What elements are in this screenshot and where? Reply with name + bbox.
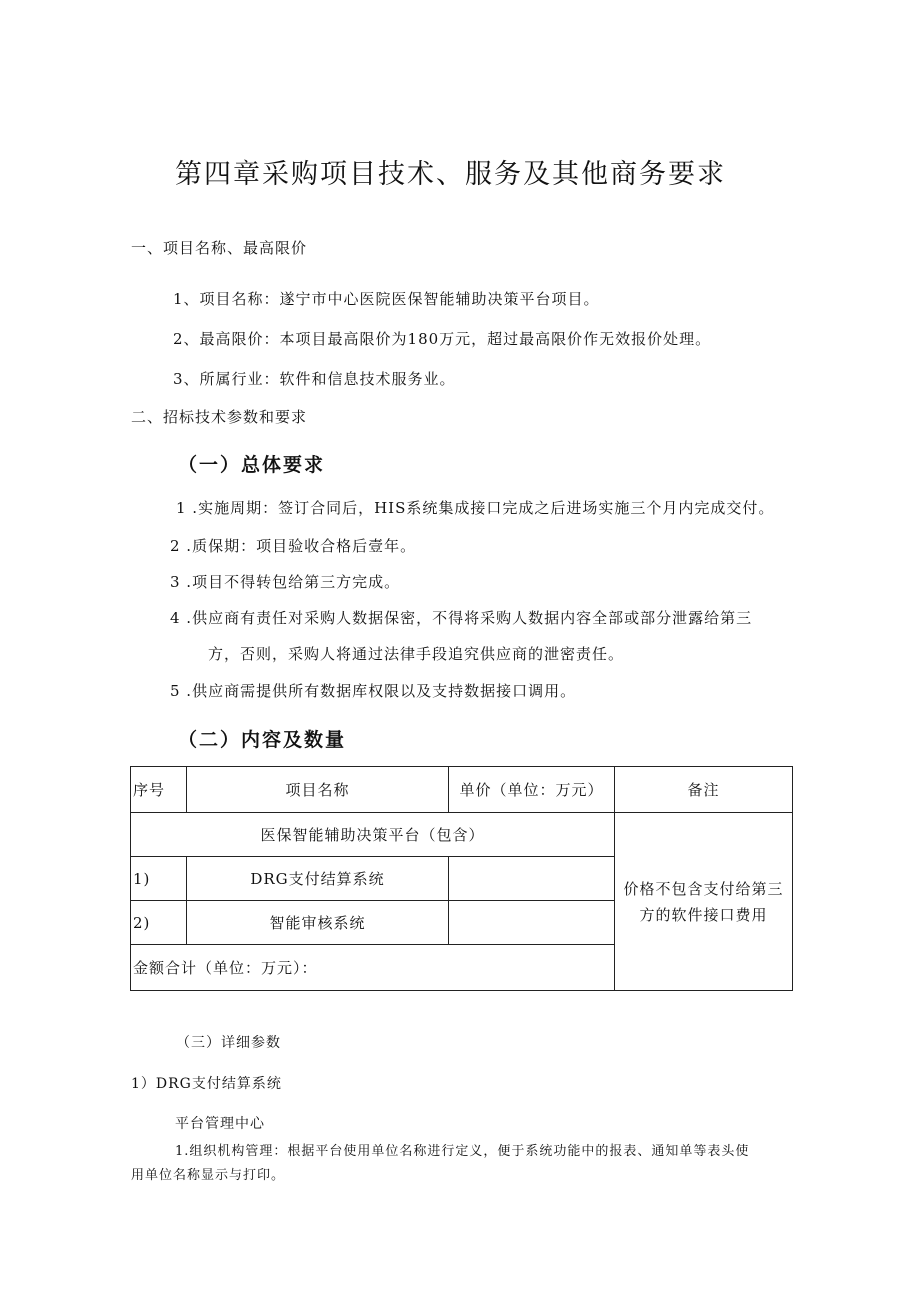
row-no: 2) [131,901,187,945]
project-name-item: 1、项目名称：遂宁市中心医院医保智能辅助决策平台项目。 [173,290,600,308]
table-group-row [131,813,793,857]
row-price [449,857,615,901]
subsection-heading-general: （一）总体要求 [178,454,326,476]
remark-cell: 价格不包含支付给第三方的软件接口费用 [615,813,793,991]
header-unit-price: 单价（单位：万元） [449,767,615,813]
row-price [449,901,615,945]
system-heading: 1）DRG支付结算系统 [131,1076,282,1092]
subsection-heading-details: （三）详细参数 [176,1035,281,1051]
requirement-item-continued: 方，否则，采购人将通过法律手段追究供应商的泄密责任。 [208,645,625,663]
content-quantity-table [130,766,793,991]
max-price-item: 2、最高限价：本项目最高限价为180万元，超过最高限价作无效报价处理。 [173,330,712,348]
module-heading: 平台管理中心 [175,1116,265,1132]
requirement-item: 4 .供应商有责任对采购人数据保密，不得将采购人数据内容全部或部分泄露给第三 [170,609,753,627]
row-no: 1) [131,857,187,901]
industry-item: 3、所属行业：软件和信息技术服务业。 [173,370,456,388]
requirement-item: 1 .实施周期：签订合同后，HIS系统集成接口完成之后进场实施三个月内完成交付。 [176,499,775,517]
requirement-item: 3 .项目不得转包给第三方完成。 [170,573,401,591]
subsection-heading-content: （二）内容及数量 [178,729,347,751]
header-item-name: 项目名称 [187,767,449,813]
detail-paragraph-line: 1.组织机构管理：根据平台使用单位名称进行定义，便于系统功能中的报表、通知单等表头使 [175,1144,750,1159]
section-heading-1: 一、项目名称、最高限价 [131,239,308,257]
detail-paragraph-line: 用单位名称显示与打印。 [131,1168,286,1183]
requirement-item: 5 .供应商需提供所有数据库权限以及支持数据接口调用。 [170,682,577,700]
requirement-item: 2 .质保期：项目验收合格后壹年。 [170,537,417,555]
section-heading-2: 二、招标技术参数和要求 [131,408,308,426]
header-remark: 备注 [615,767,793,813]
page-title: 第四章采购项目技术、服务及其他商务要求 [175,159,726,190]
header-no: 序号 [131,767,187,813]
row-name: DRG支付结算系统 [187,857,449,901]
group-title: 医保智能辅助决策平台（包含） [131,813,615,857]
total-label: 金额合计（单位：万元）： [131,945,615,991]
row-name: 智能审核系统 [187,901,449,945]
table-header-row [131,767,793,813]
